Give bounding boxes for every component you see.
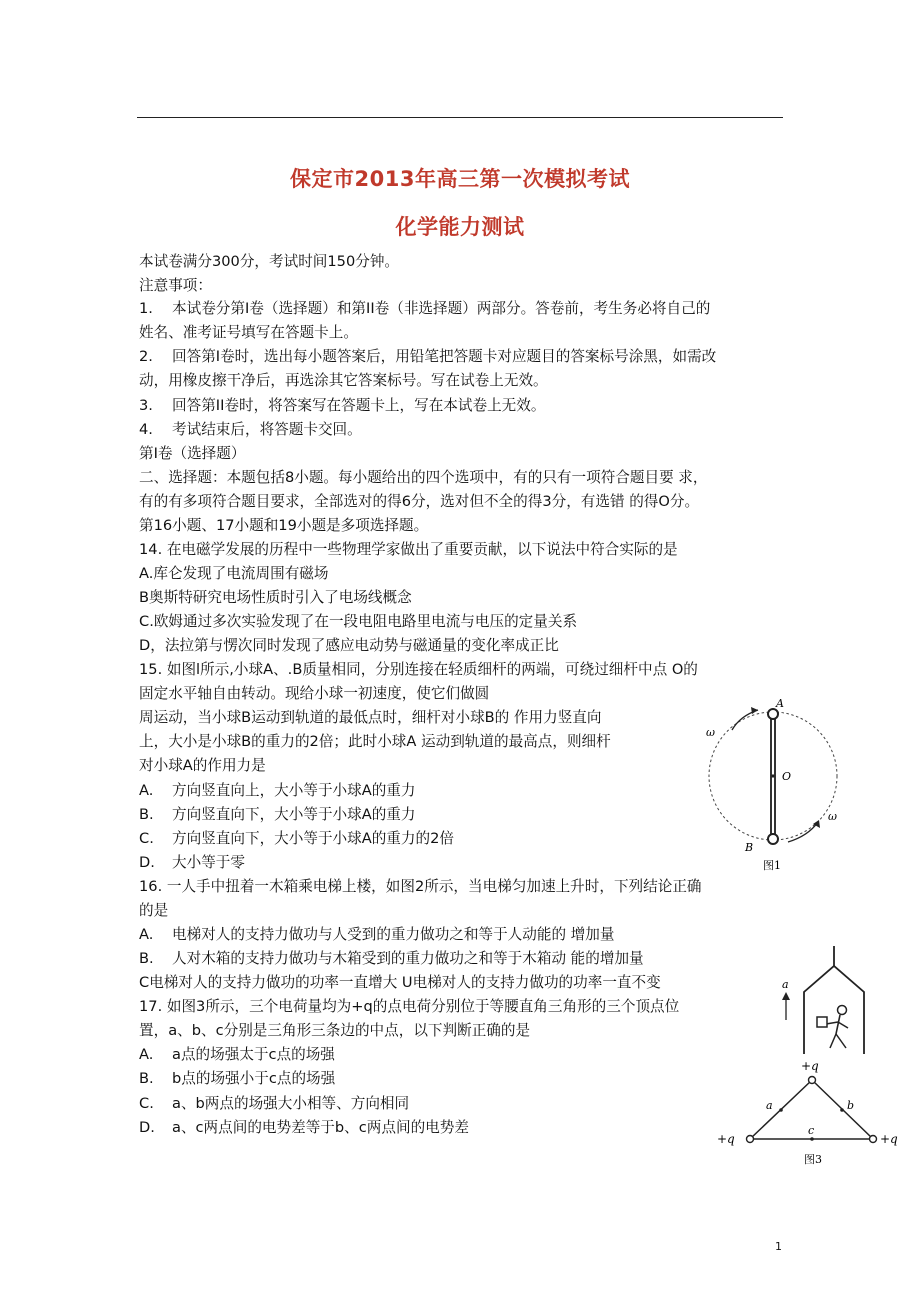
question-15-option xyxy=(139,829,454,849)
instruction-line: 二、选择题：本题包括8小题。每小题给出的四个选项中，有的只有一项符合题目要 求， xyxy=(139,469,708,486)
omega-label: ω xyxy=(828,810,837,823)
exam-subtitle: 化学能力测试 xyxy=(395,215,525,239)
option-label: C. xyxy=(139,830,154,847)
midpoint-b xyxy=(840,1108,844,1112)
question-17-option xyxy=(139,1118,469,1138)
arrowhead-icon xyxy=(751,707,758,714)
charge-label-right: +q xyxy=(880,1132,898,1146)
question-14-option: C.欧姆通过多次实验发现了在一段电阻电路里电流与电压的定量关系 xyxy=(139,613,578,630)
option-text: 人对木箱的支持力做功与木箱受到的重力做功之和等于木箱动 能的增加量 xyxy=(172,950,644,967)
charge-top xyxy=(809,1077,816,1084)
label-b: B xyxy=(745,841,754,854)
ball-a xyxy=(768,709,778,719)
question-16-stem: 16. 一人手中扭着一木箱乘电梯上楼，如图2所示，当电梯匀加速上升时，下列结论正确 xyxy=(139,878,702,895)
question-14-option: B奥斯特研究电场性质时引入了电场线概念 xyxy=(139,589,412,606)
notice-text: 本试卷分第I卷（选择题）和第II卷（非选择题）两部分。答卷前，考生务必将自己的 xyxy=(172,300,711,317)
accel-label: a xyxy=(782,978,789,991)
notice-item xyxy=(139,420,362,440)
notice-text-cont: 姓名、准考证号填写在答题卡上。 xyxy=(139,324,358,341)
option-label: C. xyxy=(139,1095,154,1112)
person-arm xyxy=(826,1022,838,1024)
notice-item xyxy=(139,396,545,416)
arrowhead-icon xyxy=(782,992,790,1000)
person-leg xyxy=(836,1034,846,1048)
section-heading: 第I卷（选择题） xyxy=(139,445,246,462)
option-text: 大小等于零 xyxy=(172,854,245,871)
question-16-stem: 的是 xyxy=(139,902,169,919)
notice-text: 考试结束后，将答题卡交回。 xyxy=(172,421,362,438)
pivot-point xyxy=(771,774,774,777)
label-a: a xyxy=(766,1099,773,1112)
notice-number: 2. xyxy=(139,348,153,365)
intro-text: 本试卷满分300分，考试时间150分钟。 xyxy=(139,253,400,270)
figure-1-rotating-rod xyxy=(700,694,840,876)
question-16-option xyxy=(139,925,614,945)
option-label: D. xyxy=(139,1119,155,1136)
option-label: B. xyxy=(139,1070,154,1087)
label-o: O xyxy=(782,770,792,783)
ball-b xyxy=(768,834,778,844)
option-text: 方向竖直向上，大小等于小球A的重力 xyxy=(172,782,416,799)
charge-label-left: +q xyxy=(717,1132,735,1146)
question-14-option: D，法拉第与愣次同时发现了感应电动势与磁通量的变化率成正比 xyxy=(139,637,559,654)
question-15-stem: 上，大小是小球B的重力的2倍；此时小球A 运动到轨道的最高点，则细杆 xyxy=(139,733,611,750)
label-a: A xyxy=(776,697,784,710)
question-15-stem: 固定水平轴自由转动。现给小球一初速度，使它们做圆 xyxy=(139,685,490,702)
figure-3-charge-triangle xyxy=(714,1054,906,1170)
option-text: a、b两点的场强大小相等、方向相同 xyxy=(172,1095,410,1112)
notice-item xyxy=(139,299,710,319)
instruction-line: 有的有多项符合题目要求，全部选对的得6分，选对但不全的得3分，有选错 的得O分。 xyxy=(139,493,700,510)
question-17-option xyxy=(139,1069,335,1089)
header-rule xyxy=(137,117,783,118)
rotation-arrow-icon xyxy=(732,710,758,730)
wooden-box xyxy=(817,1017,827,1027)
option-label: B. xyxy=(139,950,154,967)
person-arm xyxy=(838,1022,848,1028)
figure-caption: 图1 xyxy=(763,859,781,872)
person-head xyxy=(838,1006,847,1015)
omega-label: ω xyxy=(706,726,715,739)
label-c: c xyxy=(808,1124,815,1137)
notice-number: 4. xyxy=(139,421,153,438)
option-label: A. xyxy=(139,782,154,799)
question-15-option xyxy=(139,805,416,825)
notice-text: 回答第II卷时，将答案写在答题卡上，写在本试卷上无效。 xyxy=(172,397,546,414)
instruction-line: 第16小题、17小题和19小题是多项选择题。 xyxy=(139,517,429,534)
label-b: b xyxy=(847,1099,855,1112)
question-14-option: A.库仑发现了电流周围有磁场 xyxy=(139,565,329,582)
option-text: 方向竖直向下，大小等于小球A的重力的2倍 xyxy=(172,830,454,847)
question-15-stem: 对小球A的作用力是 xyxy=(139,757,266,774)
person-body xyxy=(836,1015,840,1034)
midpoint-c xyxy=(810,1137,814,1141)
option-text: b点的场强小于c点的场强 xyxy=(172,1070,336,1087)
notice-heading: 注意事项： xyxy=(139,277,212,294)
figure-2-elevator xyxy=(776,944,870,1056)
question-17-option xyxy=(139,1094,409,1114)
option-text: a点的场强太于c点的场强 xyxy=(172,1046,335,1063)
option-label: D. xyxy=(139,854,155,871)
notice-item xyxy=(139,347,716,367)
charge-label-top: +q xyxy=(801,1059,819,1073)
exam-title: 保定市2013年高三第一次模拟考试 xyxy=(290,167,630,191)
question-15-option xyxy=(139,853,245,873)
option-label: B. xyxy=(139,806,154,823)
notice-text-cont: 动，用橡皮擦干净后，再选涂其它答案标号。写在试卷上无效。 xyxy=(139,372,548,389)
question-16-option: C电梯对人的支持力做功的功率一直增大 U电梯对人的支持力做功的功率一直不变 xyxy=(139,974,661,991)
question-16-option xyxy=(139,949,644,969)
figure-caption: 图3 xyxy=(804,1153,822,1166)
question-15-option xyxy=(139,781,416,801)
question-15-stem: 周运动，当小球B运动到轨道的最低点时，细杆对小球B的 作用力竖直向 xyxy=(139,709,602,726)
elevator-cabin xyxy=(804,966,864,1054)
question-17-option xyxy=(139,1045,335,1065)
notice-number: 3. xyxy=(139,397,153,414)
question-17-stem: 置，a、b、c分别是三角形三条边的中点，以下判断正确的是 xyxy=(139,1022,531,1039)
charge-right xyxy=(870,1136,877,1143)
question-17-stem: 17. 如图3所示，三个电荷量均为+q的点电荷分别位于等腰直角三角形的三个顶点位 xyxy=(139,998,680,1015)
midpoint-a xyxy=(779,1108,783,1112)
notice-number: 1. xyxy=(139,300,153,317)
notice-text: 回答第I卷时，选出每小题答案后，用铅笔把答题卡对应题目的答案标号涂黑，如需改 xyxy=(172,348,717,365)
option-text: 电梯对人的支持力做功与人受到的重力做功之和等于人动能的 增加量 xyxy=(172,926,615,943)
option-text: 方向竖直向下，大小等于小球A的重力 xyxy=(172,806,416,823)
option-text: a、c两点间的电势差等于b、c两点间的电势差 xyxy=(172,1119,469,1136)
page-number: 1 xyxy=(775,1240,782,1253)
charge-left xyxy=(747,1136,754,1143)
person-leg xyxy=(830,1034,836,1048)
question-14-stem: 14. 在电磁学发展的历程中一些物理学家做出了重要贡献，以下说法中符合实际的是 xyxy=(139,541,678,558)
option-label: A. xyxy=(139,926,154,943)
option-label: A. xyxy=(139,1046,154,1063)
question-15-stem: 15. 如图l所示,小球A、.B质量相同，分别连接在轻质细杆的两端，可绕过细杆中点 O的 xyxy=(139,661,698,678)
